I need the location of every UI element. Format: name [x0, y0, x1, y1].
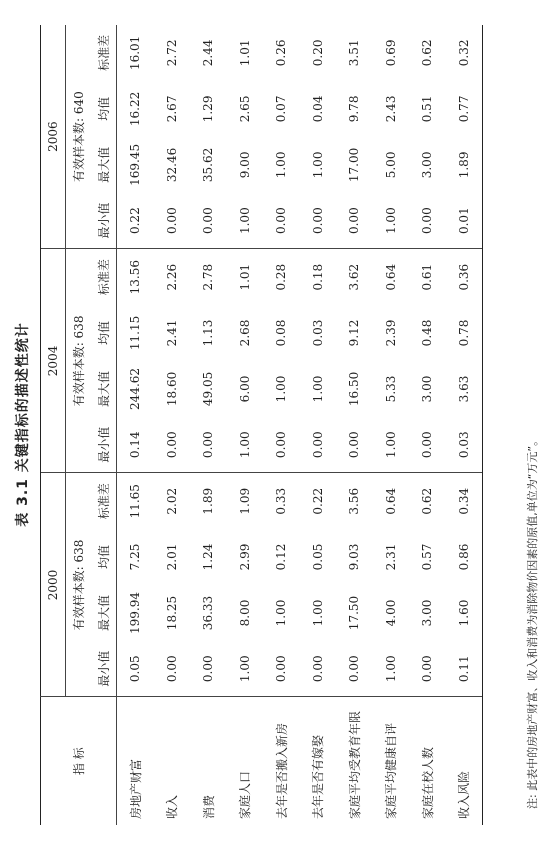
- stat-value-cell: 0.00: [336, 417, 373, 473]
- stat-value-cell: 0.64: [383, 263, 398, 291]
- stat-value-cell: 0.00: [300, 417, 337, 473]
- stat-value-cell: 0.12: [274, 543, 289, 571]
- table-row: [409, 25, 446, 825]
- stat-value-cell: 0.34: [446, 473, 483, 529]
- table-row: [263, 25, 300, 825]
- stat-value-cell: 0.77: [446, 81, 483, 137]
- stat-value-cell: 0.28: [274, 263, 289, 291]
- stat-label-max: 最大值: [90, 361, 117, 417]
- year-header-2006: 2006: [41, 25, 66, 249]
- stat-value-cell: 11.15: [128, 315, 143, 351]
- stat-value-cell: 6.00: [237, 375, 252, 403]
- indicator-name: 去年是否有嫁娶: [300, 697, 337, 825]
- stat-value-cell: 1.00: [274, 599, 289, 627]
- stat-value-cell: 0.32: [446, 25, 483, 81]
- table-title: 表 3.1 关键指标的描述性统计: [15, 322, 31, 527]
- indicator-name: 家庭在校人数: [409, 697, 446, 825]
- sample-size-2006: 有效样本数: 640: [66, 25, 91, 249]
- table-row: [446, 25, 483, 825]
- stat-value-cell: 0.64: [383, 487, 398, 515]
- table-row: [154, 25, 191, 825]
- stat-value-cell: 18.60: [164, 371, 179, 407]
- stat-value-cell: 0.00: [164, 655, 179, 683]
- stat-value-cell: 169.45: [128, 143, 143, 186]
- stat-value-cell: 2.43: [383, 95, 398, 123]
- stat-value-cell: 2.39: [383, 319, 398, 347]
- indicator-name: 收入: [154, 697, 191, 825]
- stat-value-cell: 3.00: [420, 599, 435, 627]
- stat-value-cell: 0.48: [420, 319, 435, 347]
- stat-value-cell: 1.13: [201, 319, 216, 347]
- stat-value-cell: 2.41: [164, 319, 179, 347]
- stat-value-cell: 35.62: [201, 147, 216, 183]
- stat-value-cell: 0.00: [263, 417, 300, 473]
- indicator-name: 收入风险: [446, 697, 483, 825]
- stat-value-cell: 3.00: [420, 375, 435, 403]
- stat-value-cell: 1.89: [446, 137, 483, 193]
- stat-value-cell: 0.00: [409, 417, 446, 473]
- stat-value-cell: 1.89: [201, 487, 216, 515]
- stat-value-cell: 17.50: [347, 595, 362, 631]
- stat-value-cell: 199.94: [128, 592, 143, 634]
- stat-value-cell: 0.04: [310, 95, 325, 123]
- stat-value-cell: 3.51: [347, 39, 362, 67]
- stat-value-cell: 2.02: [164, 487, 179, 515]
- stat-value-cell: 1.01: [237, 39, 252, 67]
- stat-value-cell: 0.51: [420, 95, 435, 123]
- table-row: [190, 25, 227, 825]
- stat-value-cell: 0.01: [446, 193, 483, 249]
- stat-value-cell: 9.12: [347, 319, 362, 347]
- stat-label-min: 最小值: [90, 641, 117, 697]
- sample-size-2004: 有效样本数: 638: [66, 249, 91, 473]
- stat-value-cell: 5.33: [383, 375, 398, 403]
- stat-value-cell: 2.26: [164, 263, 179, 291]
- stat-value-cell: 0.78: [446, 305, 483, 361]
- stat-value-cell: 0.22: [117, 193, 154, 249]
- stat-value-cell: 2.67: [164, 95, 179, 123]
- stat-value-cell: 1.00: [373, 417, 410, 473]
- stat-value-cell: 13.56: [128, 260, 143, 295]
- stat-label-mean: 均值: [90, 529, 117, 585]
- stat-value-cell: 0.11: [446, 641, 483, 697]
- table-row: [373, 25, 410, 825]
- stat-value-cell: 32.46: [164, 147, 179, 183]
- stat-value-cell: 0.86: [446, 529, 483, 585]
- stat-value-cell: 0.08: [274, 319, 289, 347]
- stat-value-cell: 0.00: [274, 655, 289, 683]
- stat-value-cell: 2.31: [383, 543, 398, 571]
- stat-value-cell: 16.01: [128, 35, 143, 71]
- stat-value-cell: 0.57: [420, 543, 435, 571]
- stat-value-cell: 11.65: [128, 484, 143, 519]
- stat-value-cell: 1.01: [237, 263, 252, 291]
- stat-value-cell: 1.00: [310, 599, 325, 627]
- stat-value-cell: 0.05: [310, 543, 325, 571]
- stat-value-cell: 0.33: [274, 487, 289, 515]
- stat-value-cell: 0.00: [336, 193, 373, 249]
- stat-value-cell: 0.62: [420, 39, 435, 67]
- stat-value-cell: 9.00: [237, 151, 252, 179]
- stat-value-cell: 2.99: [237, 543, 252, 571]
- stat-value-cell: 3.63: [446, 361, 483, 417]
- descriptive-stats-table: [40, 25, 483, 825]
- stat-value-cell: 0.69: [383, 39, 398, 67]
- table-note: 注: 此表中的房地产财富、收入和消费为消除物价因素的原值,单位为“万元”。: [526, 434, 539, 809]
- indicator-name: 家庭人口: [227, 697, 264, 825]
- stat-label-mean: 均值: [90, 81, 117, 137]
- stat-value-cell: 0.00: [190, 193, 227, 249]
- stat-value-cell: 0.00: [263, 193, 300, 249]
- stat-value-cell: 17.00: [347, 147, 362, 183]
- sample-size-2000: 有效样本数: 638: [71, 539, 86, 631]
- table-body: [117, 25, 483, 825]
- stat-label-min: 最小值: [90, 193, 117, 249]
- stat-value-cell: 16.50: [347, 371, 362, 407]
- stat-value-cell: 1.00: [373, 193, 410, 249]
- table-row: [117, 25, 154, 825]
- stat-value-cell: 0.62: [420, 487, 435, 515]
- year-header-2000: 2000: [41, 473, 66, 697]
- stat-value-cell: 1.24: [201, 543, 216, 571]
- stat-value-cell: 0.61: [420, 263, 435, 291]
- stat-value-cell: 0.00: [154, 417, 191, 473]
- stat-value-cell: 0.00: [420, 655, 435, 683]
- stat-value-cell: 3.00: [420, 151, 435, 179]
- stat-value-cell: 0.03: [310, 319, 325, 347]
- stat-value-cell: 0.22: [310, 487, 325, 515]
- stat-value-cell: 1.00: [310, 151, 325, 179]
- table-row: [336, 25, 373, 825]
- stat-value-cell: 2.65: [237, 95, 252, 123]
- stat-value-cell: 1.00: [274, 151, 289, 179]
- stat-value-cell: 1.09: [237, 487, 252, 515]
- stat-value-cell: 244.62: [128, 367, 143, 410]
- indicator-name: 家庭平均受教育年限: [336, 697, 373, 825]
- stat-value-cell: 1.29: [201, 95, 216, 123]
- stat-value-cell: 3.56: [347, 487, 362, 515]
- stat-value-cell: 16.22: [128, 91, 143, 127]
- stat-value-cell: 7.25: [128, 543, 143, 571]
- stat-value-cell: 5.00: [383, 151, 398, 179]
- stat-value-cell: 0.03: [446, 417, 483, 473]
- stat-value-cell: 0.05: [128, 655, 143, 683]
- indicator-name: 去年是否搬入新房: [263, 697, 300, 825]
- stat-value-cell: 4.00: [383, 599, 398, 627]
- stat-value-cell: 1.00: [227, 417, 264, 473]
- stat-value-cell: 0.00: [190, 417, 227, 473]
- stat-value-cell: 9.03: [347, 543, 362, 571]
- stat-value-cell: 1.00: [274, 375, 289, 403]
- indicator-name: 房地产财富: [117, 697, 154, 825]
- stat-value-cell: 49.05: [201, 371, 216, 407]
- stat-value-cell: 0.18: [310, 263, 325, 291]
- stat-value-cell: 3.62: [347, 263, 362, 291]
- stat-value-cell: 0.00: [154, 193, 191, 249]
- stat-value-cell: 0.07: [274, 95, 289, 123]
- stat-value-cell: 0.00: [310, 655, 325, 683]
- table-row: [300, 25, 337, 825]
- stat-label-sd: 标准差: [90, 25, 117, 81]
- year-header-2004: 2004: [41, 249, 66, 473]
- indicator-name: 消费: [190, 697, 227, 825]
- stat-value-cell: 8.00: [237, 599, 252, 627]
- stat-value-cell: 0.26: [274, 39, 289, 67]
- stat-value-cell: 0.00: [409, 193, 446, 249]
- stat-label-min: 最小值: [90, 417, 117, 473]
- stat-value-cell: 36.33: [201, 595, 216, 631]
- stat-value-cell: 1.00: [237, 655, 252, 683]
- stat-label-max: 最大值: [90, 585, 117, 641]
- stat-value-cell: 0.00: [300, 193, 337, 249]
- stat-value-cell: 2.72: [164, 39, 179, 67]
- stat-value-cell: 0.00: [201, 655, 216, 683]
- stat-value-cell: 2.01: [164, 543, 179, 571]
- stat-value-cell: 1.00: [383, 655, 398, 683]
- stat-value-cell: 0.36: [446, 249, 483, 305]
- stat-value-cell: 0.14: [117, 417, 154, 473]
- stat-label-sd: 标准差: [90, 249, 117, 305]
- stat-label-max: 最大值: [90, 137, 117, 193]
- stat-value-cell: 0.20: [310, 39, 325, 67]
- indicator-header: 指 标: [41, 697, 117, 825]
- stat-value-cell: 1.60: [446, 585, 483, 641]
- stat-value-cell: 18.25: [164, 595, 179, 631]
- stat-value-cell: 0.00: [347, 655, 362, 683]
- stat-label-sd: 标准差: [90, 473, 117, 529]
- stat-value-cell: 2.68: [237, 319, 252, 347]
- table-row: [227, 25, 264, 825]
- stat-value-cell: 2.78: [201, 263, 216, 291]
- indicator-name: 家庭平均健康自评: [373, 697, 410, 825]
- stat-value-cell: 9.78: [347, 95, 362, 123]
- stat-label-mean: 均值: [90, 305, 117, 361]
- stat-value-cell: 1.00: [227, 193, 264, 249]
- stat-value-cell: 2.44: [201, 39, 216, 67]
- stat-value-cell: 1.00: [310, 375, 325, 403]
